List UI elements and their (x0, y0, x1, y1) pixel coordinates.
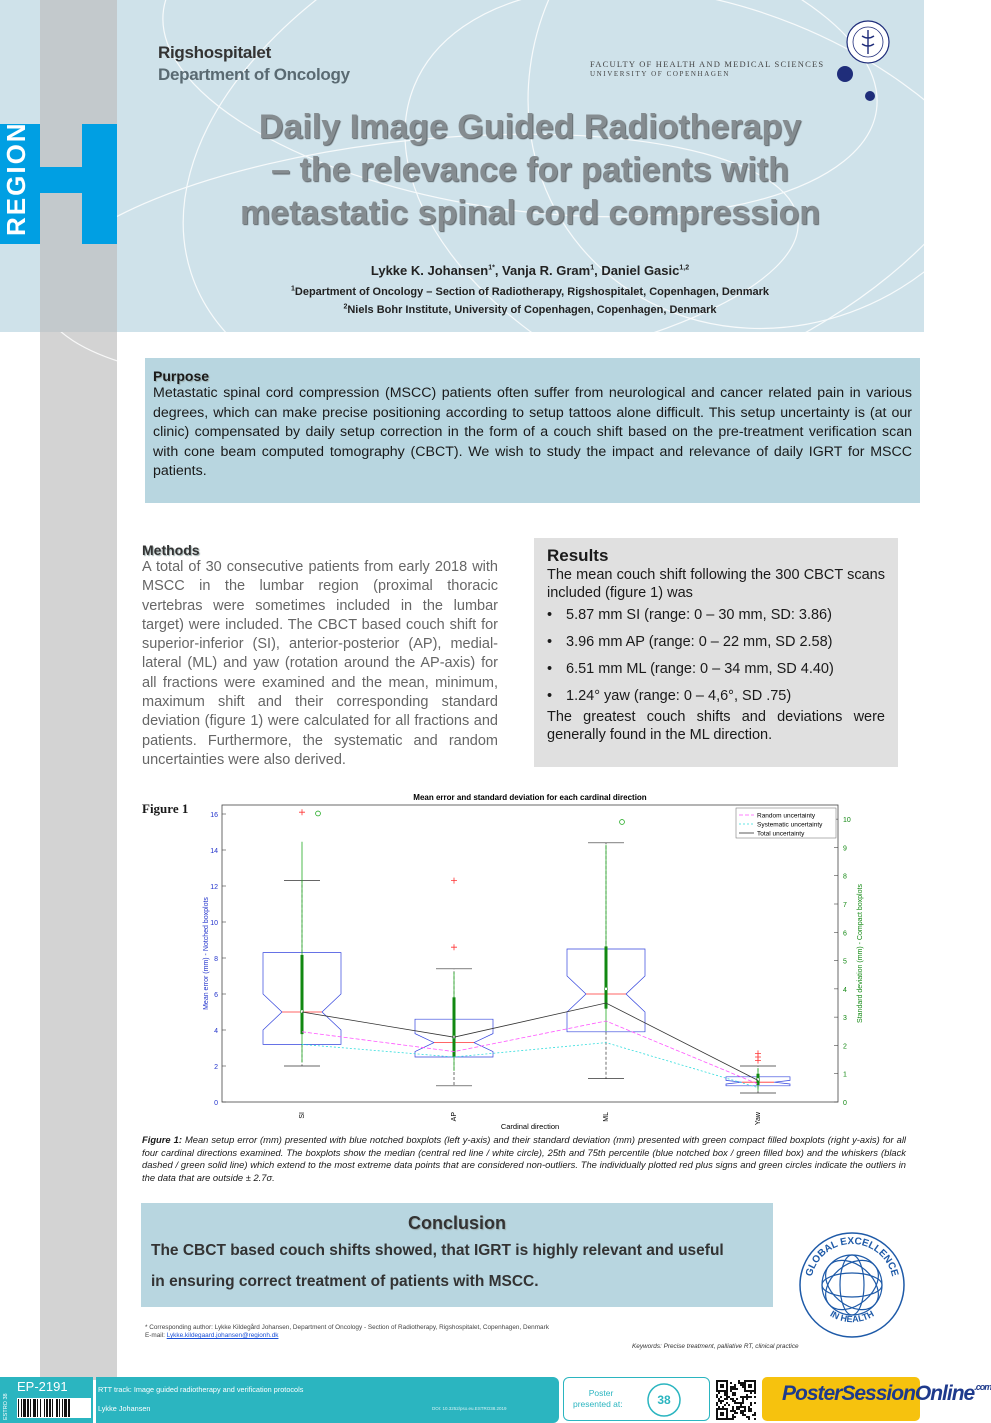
qr-module (716, 1402, 718, 1404)
badge-bottom-text: IN HEALTH (828, 1308, 876, 1325)
qr-module (730, 1418, 732, 1420)
qr-module (750, 1392, 752, 1394)
qr-module (728, 1404, 730, 1406)
email-label: E-mail: (145, 1332, 167, 1339)
qr-module (734, 1402, 736, 1404)
qr-module (740, 1404, 742, 1406)
email-link[interactable]: Lykke.kildegaard.johansen@regionh.dk (166, 1332, 279, 1339)
qr-module (732, 1400, 734, 1402)
y-axis-right-label: Standard deviation (mm) - Compact boxplots (857, 884, 864, 1023)
results-item-yaw: • 1.24° yaw (range: 0 – 4,6°, SD .75) (547, 687, 885, 705)
boxplot-chart (180, 786, 890, 1136)
qr-module (740, 1382, 742, 1384)
qr-module (722, 1406, 724, 1408)
y-right-tick-label: 2 (843, 1043, 847, 1051)
qr-module (718, 1392, 720, 1394)
qr-module (740, 1406, 742, 1408)
qr-module (720, 1412, 724, 1416)
barcode-bar (44, 1399, 45, 1417)
qr-module (744, 1414, 746, 1416)
caption-body: Mean setup error (mm) presented with blue notched boxplots (left y-axis) and their standard deviation (mm) presented with green compact filled boxplots (right y-axis) for all four cardinal directions examined. The boxplots show the median (central red line / white circle), 25th and 75th percentile (blue notched box / green filled box) and the whiskers (black dashed / green solid line) which extend to the most extreme data points that are considered non-outliers. The individually plotted red plus signs and green circles indicate the outliers in the data that are outside ± 2.7σ. (142, 1134, 906, 1183)
pso-brand-session: SessionOnline (841, 1382, 975, 1405)
qr-module (736, 1402, 738, 1404)
title-line-2: – the relevance for patients with (271, 151, 789, 189)
poster-title (130, 106, 930, 235)
qr-module (734, 1388, 736, 1390)
compact-median (604, 987, 607, 990)
y-right-tick-label: 10 (843, 817, 851, 825)
purpose-heading: Purpose (153, 368, 210, 384)
qr-module (742, 1396, 744, 1398)
qr-module (742, 1402, 744, 1404)
qr-module (732, 1414, 734, 1416)
methods-body: A total of 30 consecutive patients from early 2018 with MSCC in the lumbar region (proximal thoracic vertebras were sometimes included in the lumbar target) were included. The CBCT based couch shift for superior-inferior (SI), anterior-posterior (AP), medial-lateral (ML) and yaw (rotation around the AP-axis) for all fractions were examined and the mean, minimum, maximum shift and their corresponding standard deviation (figure 1) were calculated for all fractions and patients. Furthermore, the systematic and random uncertainties were also derived. (142, 559, 498, 768)
global-excellence-badge (797, 1230, 907, 1340)
qr-module (732, 1408, 734, 1410)
qr-module (718, 1406, 720, 1408)
barcode-bar (21, 1399, 22, 1417)
qr-module (724, 1404, 726, 1406)
qr-module (734, 1394, 736, 1396)
pso-brand-poster: Poster (782, 1382, 842, 1405)
qr-module (744, 1406, 746, 1408)
qr-code-icon[interactable] (716, 1380, 756, 1420)
qr-module (734, 1400, 736, 1402)
qr-module (720, 1400, 722, 1402)
barcode-bar (59, 1399, 60, 1417)
qr-module (740, 1384, 742, 1386)
university-seal-logo (832, 20, 894, 104)
qr-module (734, 1412, 736, 1414)
author-2: , Vanja R. Gram (494, 263, 591, 278)
qr-module (732, 1410, 734, 1412)
results-item-si: • 5.87 mm SI (range: 0 – 30 mm, SD: 3.86) (547, 606, 885, 624)
author-3: , Daniel Gasic (594, 263, 680, 278)
qr-module (734, 1386, 736, 1388)
qr-module (738, 1408, 740, 1410)
caption-lead: Figure 1: (142, 1134, 182, 1145)
author-2-affil: 1 (590, 264, 595, 272)
purpose-body: Metastatic spinal cord compression (MSCC) patients often suffer from neurological and cancer related pain in various degrees, which can make precise positioning according to setup tattoos alone difficult. This setup uncertainty is (at our clinic) compensated by daily setup correction in the form of a couch shift based on the pre-treatment verification scan with cone beam computed tomography (CBCT). We wish to study the impact and relevance of daily IGRT for MSCC patients. (153, 385, 912, 479)
region-logo-text: REGION (1, 121, 31, 236)
qr-module (724, 1394, 726, 1396)
compact-box (605, 946, 608, 1008)
methods-section (142, 542, 498, 770)
qr-module (740, 1396, 742, 1398)
author-3-affil: 1,2 (679, 264, 690, 272)
region-logo-crossbar (40, 167, 117, 193)
compact-box (301, 955, 304, 1034)
compact-box (453, 997, 456, 1056)
qr-module (738, 1406, 740, 1408)
x-tick-label: Yaw (755, 1112, 762, 1126)
barcode-bar (46, 1399, 48, 1417)
presented-at-box (563, 1377, 710, 1421)
barcode-bar (68, 1399, 70, 1417)
plot-area (222, 805, 838, 1102)
qr-module (746, 1394, 748, 1396)
barcode-bar (40, 1399, 41, 1417)
qr-module (730, 1386, 732, 1388)
y-left-tick-label: 12 (210, 884, 218, 891)
qr-module (724, 1392, 726, 1394)
keywords: Keywords: Precise treatment, palliative RT, clinical practice (632, 1343, 799, 1350)
qr-module (730, 1382, 732, 1384)
qr-module (736, 1398, 738, 1400)
qr-module (754, 1396, 756, 1398)
qr-module (730, 1410, 732, 1412)
qr-module (748, 1408, 750, 1410)
qr-module (736, 1408, 738, 1410)
qr-module (742, 1398, 744, 1400)
barcode-bar (23, 1399, 26, 1417)
qr-module (732, 1394, 734, 1396)
qr-module (720, 1402, 722, 1404)
qr-module (732, 1416, 734, 1418)
qr-module (738, 1402, 740, 1404)
qr-module (738, 1382, 740, 1384)
title-line-3: metastatic spinal cord compression (239, 194, 821, 232)
affiliation-2 (130, 304, 930, 316)
qr-module (750, 1396, 752, 1398)
results-item-ml: • 6.51 mm ML (range: 0 – 34 mm, SD 4.40) (547, 660, 885, 678)
qr-module (742, 1410, 744, 1412)
author-1-affil: 1* (488, 264, 495, 272)
qr-module (748, 1384, 752, 1388)
conference-tag: ESTRO 38 (3, 1393, 9, 1420)
presented-label-1: Poster (588, 1388, 614, 1398)
qr-module (726, 1396, 728, 1398)
institution-name: Rigshospitalet (158, 43, 271, 62)
y-right-tick-label: 0 (843, 1100, 847, 1107)
barcode-bar (64, 1399, 67, 1417)
footer-info-bar (96, 1377, 559, 1423)
qr-module (754, 1412, 756, 1414)
university-name: UNIVERSITY OF COPENHAGEN (590, 70, 731, 78)
y-right-tick-label: 4 (843, 986, 847, 994)
qr-module (736, 1388, 738, 1390)
qr-module (740, 1412, 742, 1414)
qr-module (726, 1402, 728, 1404)
qr-module (754, 1392, 756, 1394)
y-left-tick-label: 14 (210, 848, 218, 855)
y-axis-left-label: Mean error (mm) - Notched boxplots (203, 897, 210, 1010)
qr-module (746, 1398, 748, 1400)
qr-module (730, 1398, 732, 1400)
qr-module (754, 1418, 756, 1420)
barcode-bar (62, 1399, 63, 1417)
results-list (547, 606, 885, 705)
figure-label: Figure 1 (142, 801, 189, 816)
y-left-tick-label: 8 (214, 956, 218, 963)
qr-module (734, 1384, 736, 1386)
x-tick-label: AP (451, 1112, 458, 1122)
qr-module (726, 1394, 728, 1396)
affiliation-2-text: Niels Bohr Institute, University of Copenhagen, Copenhagen, Denmark (347, 304, 717, 316)
barcode-bar (27, 1399, 29, 1417)
qr-module (754, 1402, 756, 1404)
pso-brand-text (782, 1382, 991, 1406)
qr-module (732, 1418, 734, 1420)
qr-module (716, 1396, 718, 1398)
qr-module (734, 1416, 736, 1418)
y-right-tick-label: 8 (843, 873, 847, 881)
qr-module (750, 1402, 752, 1404)
y-right-tick-label: 9 (843, 845, 847, 853)
y-right-tick-label: 7 (843, 902, 847, 909)
estro-event-logo (644, 1382, 684, 1418)
y-left-tick-label: 16 (210, 812, 218, 819)
qr-module (738, 1380, 740, 1382)
qr-module (750, 1408, 752, 1410)
y-right-tick-label: 3 (843, 1015, 847, 1023)
qr-module (718, 1398, 720, 1400)
author-list (130, 263, 930, 278)
qr-module (732, 1406, 734, 1408)
qr-module (750, 1404, 752, 1406)
y-right-tick-label: 5 (843, 958, 847, 966)
presented-label-2: presented at: (573, 1399, 623, 1409)
qr-module (732, 1388, 734, 1390)
barcode-bar (52, 1399, 53, 1417)
pso-brand-domain: .com (974, 1382, 991, 1392)
conclusion-line-1: The CBCT based couch shifts showed, that IGRT is highly relevant and useful (151, 1242, 724, 1259)
author-1: Lykke K. Johansen (370, 263, 489, 278)
badge-top-text: GLOBAL EXCELLENCE (803, 1235, 901, 1278)
corresponding-author (145, 1324, 549, 1340)
qr-module (748, 1396, 750, 1398)
compact-median (300, 1010, 303, 1013)
presenter-name: Lykke Johansen (98, 1404, 151, 1413)
department-name: Department of Oncology (158, 65, 350, 84)
conclusion-heading: Conclusion (408, 1213, 506, 1233)
session-track: RTT track: Image guided radiotherapy and verification protocols (98, 1385, 304, 1394)
qr-module (748, 1410, 750, 1412)
qr-module (742, 1386, 744, 1388)
qr-module (744, 1396, 746, 1398)
y-left-tick-label: 6 (214, 992, 218, 999)
qr-module (754, 1414, 756, 1416)
legend-entry: Systematic uncertainty (757, 821, 823, 829)
x-tick-label: SI (299, 1112, 306, 1119)
qr-module (720, 1396, 722, 1398)
y-left-tick-label: 4 (214, 1028, 218, 1035)
results-section (534, 538, 898, 767)
qr-module (740, 1402, 742, 1404)
barcode-bar (18, 1399, 19, 1417)
barcode-bar (30, 1399, 31, 1417)
qr-module (734, 1410, 736, 1412)
qr-module (746, 1416, 748, 1418)
qr-module (724, 1398, 726, 1400)
qr-module (718, 1400, 720, 1402)
qr-module (716, 1394, 718, 1396)
qr-module (750, 1410, 752, 1412)
conclusion-section (141, 1203, 773, 1307)
results-heading: Results (547, 546, 609, 565)
results-intro: The mean couch shift following the 300 CBCT scans included (figure 1) was (547, 567, 885, 601)
results-item-ap: • 3.96 mm AP (range: 0 – 22 mm, SD 2.58) (547, 633, 885, 651)
purpose-section (145, 358, 920, 503)
qr-module (732, 1392, 734, 1394)
qr-module (734, 1392, 736, 1394)
qr-module (746, 1396, 748, 1398)
qr-module (732, 1386, 734, 1388)
affiliation-1-text: Department of Oncology – Section of Radiotherapy, Rigshospitalet, Copenhagen, Denmark (294, 286, 769, 298)
qr-module (730, 1388, 732, 1390)
legend-entry: Total uncertainty (757, 830, 805, 838)
barcode-bar (56, 1399, 58, 1417)
qr-module (748, 1418, 750, 1420)
faculty-name: FACULTY OF HEALTH AND MEDICAL SCIENCES (590, 59, 825, 69)
barcode-bar (33, 1399, 36, 1417)
y-left-tick-label: 0 (214, 1100, 218, 1107)
qr-module (742, 1412, 744, 1414)
barcode-icon (17, 1398, 91, 1418)
qr-module (730, 1390, 732, 1392)
qr-module (748, 1416, 750, 1418)
poster-code: EP-2191 (17, 1379, 68, 1394)
results-outro: The greatest couch shifts and deviations were generally found in the ML direction. (547, 709, 885, 743)
qr-module (726, 1398, 728, 1400)
y-left-tick-label: 2 (214, 1064, 218, 1071)
qr-module (736, 1406, 738, 1408)
qr-module (742, 1414, 744, 1416)
qr-module (742, 1400, 744, 1402)
barcode-bar (37, 1399, 38, 1417)
chart-title: Mean error and standard deviation for each cardinal direction (413, 793, 647, 802)
qr-module (720, 1384, 724, 1388)
affiliation-1 (130, 286, 930, 298)
qr-module (742, 1382, 744, 1384)
qr-module (740, 1410, 742, 1412)
affiliation-2-number: 2 (343, 303, 348, 311)
x-tick-label: ML (603, 1112, 610, 1122)
barcode-bar (49, 1399, 51, 1417)
legend-entry: Random uncertainty (757, 812, 816, 820)
qr-module (716, 1404, 718, 1406)
qr-module (728, 1418, 730, 1420)
doi-text: DOI: 10.3252/pso.eu.ESTRO38.2019 (432, 1406, 507, 1411)
qr-module (744, 1410, 746, 1412)
qr-module (742, 1384, 744, 1386)
qr-module (744, 1408, 746, 1410)
qr-module (732, 1398, 734, 1400)
qr-module (736, 1412, 738, 1414)
qr-module (722, 1400, 724, 1402)
compact-median (756, 1078, 759, 1081)
qr-module (742, 1406, 744, 1408)
title-line-1: Daily Image Guided Radiotherapy (258, 108, 802, 146)
qr-module (726, 1392, 728, 1394)
methods-heading: Methods (142, 542, 200, 558)
event-number: 38 (657, 1393, 671, 1407)
y-right-tick-label: 1 (843, 1071, 847, 1079)
x-axis-label: Cardinal direction (500, 1122, 560, 1131)
conclusion-line-2: in ensuring correct treatment of patients with MSCC. (151, 1273, 539, 1290)
y-right-tick-label: 6 (843, 930, 847, 938)
footnote-author: * Corresponding author: Lykke Kildegård Johansen, Department of Oncology - Section of Radiotherapy, Rigshospitalet, Copenhagen, Denmark (145, 1324, 549, 1331)
qr-module (748, 1406, 750, 1408)
qr-module (728, 1396, 730, 1398)
qr-module (752, 1414, 754, 1416)
y-left-tick-label: 10 (210, 920, 218, 927)
figure-caption (142, 1134, 906, 1184)
affiliation-1-number: 1 (291, 285, 295, 293)
